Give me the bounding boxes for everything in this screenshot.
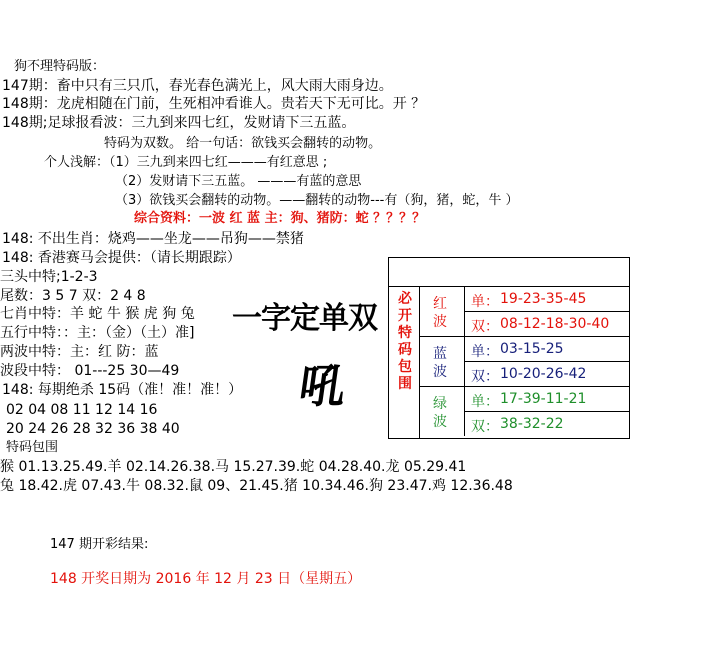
calligraphy-character: 吼	[295, 359, 350, 413]
numbers-row-1: 02 04 08 11 12 14 16	[6, 402, 158, 418]
wave-row	[465, 362, 629, 387]
row-key: 双：	[471, 319, 499, 335]
line-geren: 个人浅解：（1）三九到来四七红———有红意思 ;	[44, 155, 328, 170]
wave-row	[465, 337, 629, 362]
wave-group-0	[420, 287, 465, 337]
row-numbers: 17-39-11-21	[500, 391, 587, 407]
calligraphy-slogan: 一字定单双	[232, 301, 377, 336]
baowei-label: 特码包围	[6, 440, 59, 455]
line-juesha: 148: 每期绝杀 15码（准！准！准！）	[2, 382, 243, 398]
wave-group-label: 蓝 波	[433, 346, 447, 380]
wave-group-label: 红 波	[433, 296, 447, 330]
row-numbers: 08-12-18-30-40	[500, 316, 610, 332]
line-g2: （2）发财请下三五蓝。 ———有蓝的意思	[115, 174, 362, 189]
zodiac-line-2: 兔 18.42.虎 07.43.牛 08.32.鼠 09、21.45.猪 10.34.46.狗 23.47.鸡 12.36.48	[0, 478, 513, 494]
wave-group-label: 绿 波	[433, 396, 447, 430]
wave-group-2	[420, 387, 465, 436]
wave-group-1	[420, 337, 465, 387]
zodiac-line-1: 猴 01.13.25.49.羊 02.14.26.38.马 15.27.39.蛇 04.28.40.龙 05.29.41	[0, 459, 467, 475]
line-weishu: 尾数：3 5 7 双：2 4 8	[0, 288, 146, 304]
row-key: 单：	[471, 394, 499, 410]
wave-row	[465, 287, 629, 312]
row-numbers: 10-20-26-42	[500, 366, 587, 382]
line-147: 147期：畜中只有三只爪，春光春色满光上，风大雨大雨身边。	[2, 78, 393, 94]
row-numbers: 19-23-35-45	[500, 291, 587, 307]
date-line: 148 开奖日期为 2016 年 12 月 23 日（星期五）	[50, 571, 362, 587]
line-qixiao: 七肖中特：羊 蛇 牛 猴 虎 狗 兔	[0, 306, 195, 322]
row-numbers: 38-32-22	[500, 416, 564, 432]
line-tema: 特码为双数。 给一句话：欲钱买会翻转的动物。	[104, 136, 382, 151]
row-key: 双：	[471, 419, 499, 435]
header-title: 狗不理特码版：	[14, 59, 106, 74]
line-liangbo: 两波中特：主：红 防：蓝	[0, 344, 159, 360]
line-148a: 148期：龙虎相随在门前，生死相冲看谁人。贵若天下无可比。开 ？	[2, 96, 426, 112]
line-boduan: 波段中特： 01---25 30—49	[0, 363, 180, 379]
wave-row	[465, 412, 629, 436]
line-buchu: 148: 不出生肖：烧鸡——坐龙——吊狗——禁猪	[2, 231, 304, 247]
wave-row	[465, 387, 629, 412]
side-label: 必 开 特 码 包 围	[398, 291, 412, 392]
line-148b: 148期;足球报看波：三九到来四七红，发财请下三五蓝。	[2, 115, 356, 131]
line-xianggang: 148: 香港赛马会提供：（请长期跟踪）	[2, 250, 241, 266]
result-line: 147 期开彩结果:	[50, 537, 149, 552]
special-code-table	[388, 257, 630, 439]
row-key: 单：	[471, 344, 499, 360]
line-wuxing: 五行中特：：主：（金）（土）准]	[0, 325, 195, 341]
line-g3: （3）欲钱买会翻转的动物。——翻转的动物---有（狗，猪，蛇，牛 ）	[115, 193, 519, 208]
line-santou: 三头中特;1-2-3	[0, 269, 98, 285]
row-key: 单：	[471, 294, 499, 310]
line-zonghe: 综合资料：一波 红 蓝 主：狗、猪防：蛇 ？？？？	[134, 211, 426, 226]
row-key: 双：	[471, 369, 499, 385]
numbers-row-2: 20 24 26 28 32 36 38 40	[6, 421, 180, 437]
row-numbers: 03-15-25	[500, 341, 564, 357]
table-header-row	[389, 258, 629, 287]
wave-row	[465, 312, 629, 337]
